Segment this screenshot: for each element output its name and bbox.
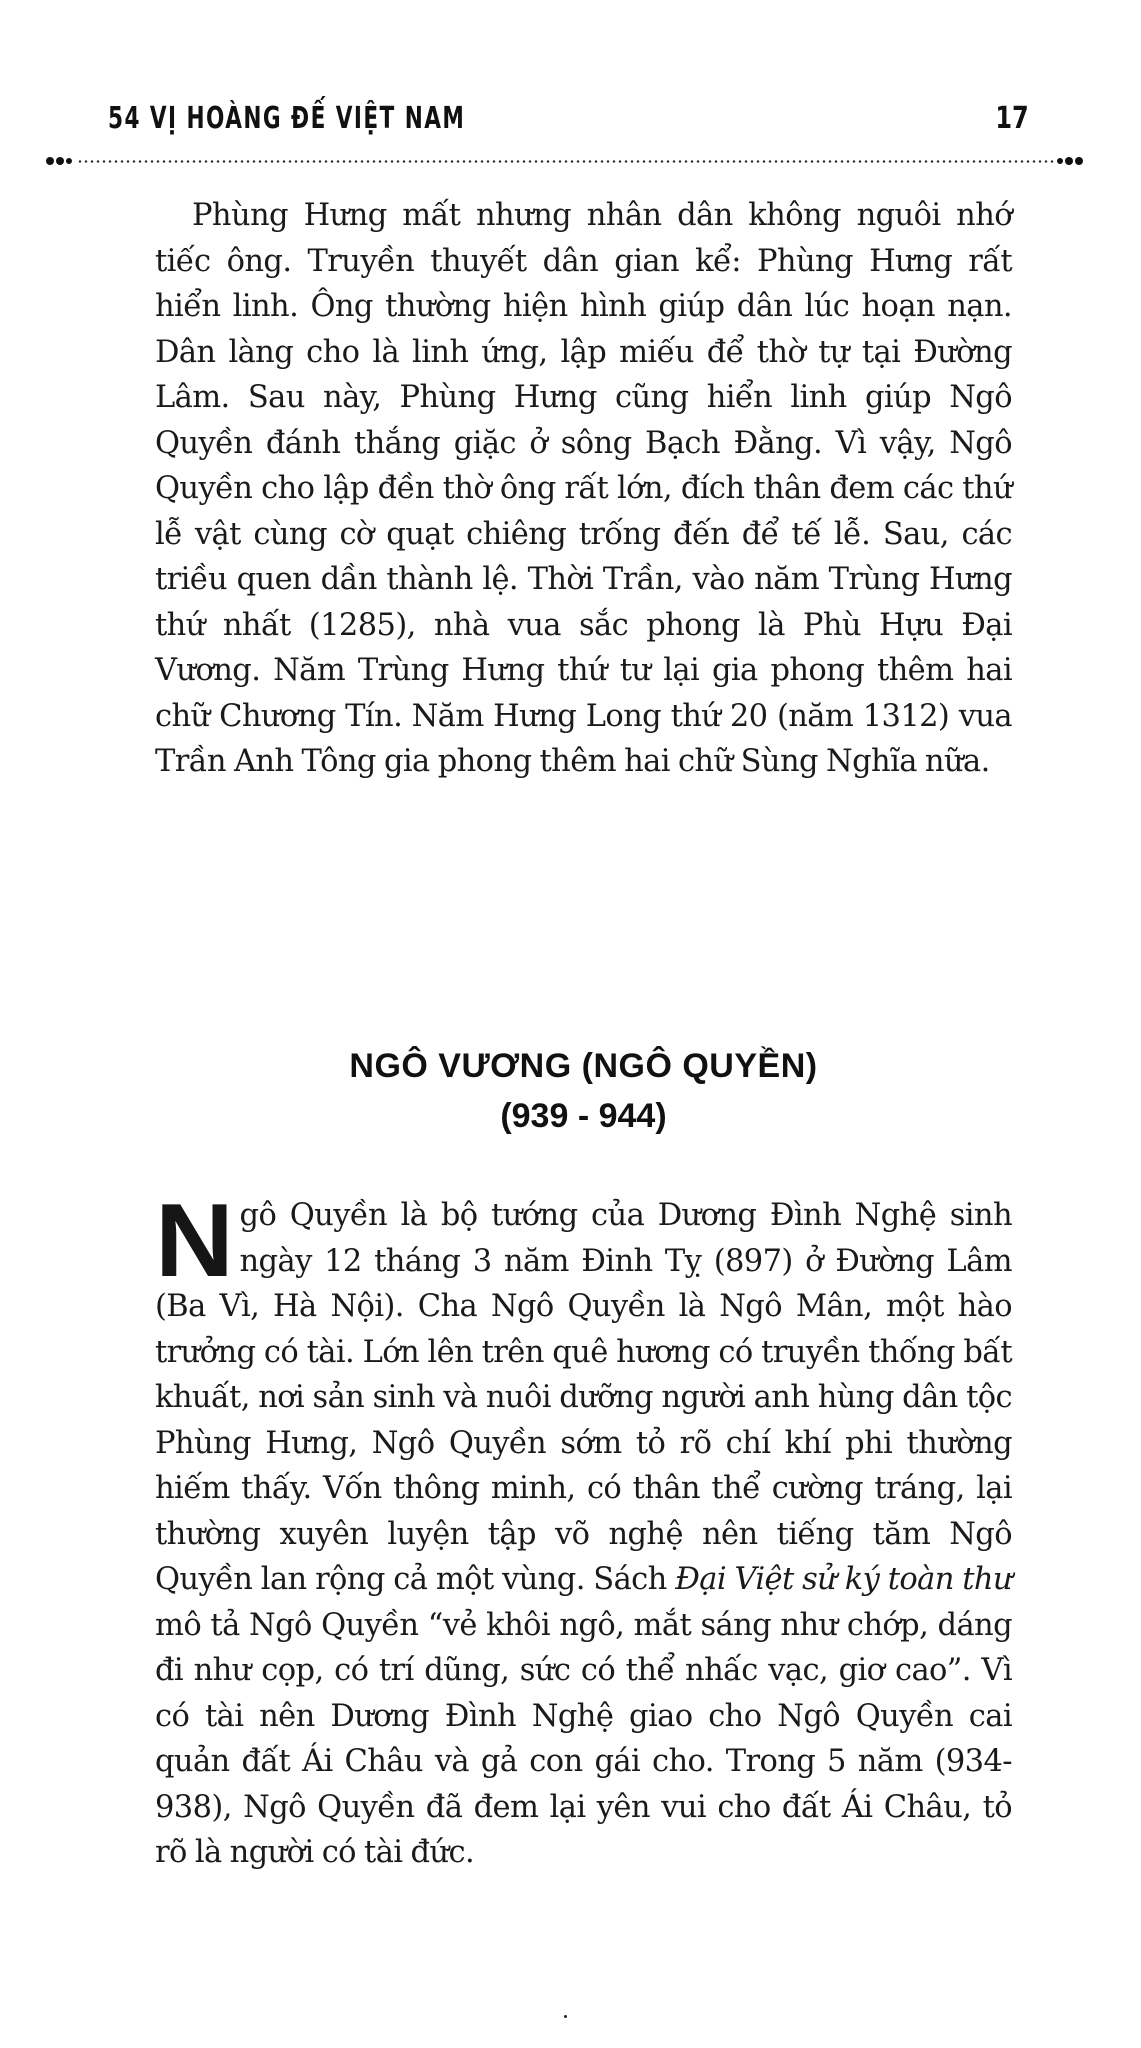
running-header xyxy=(108,96,1033,136)
book-title: 54 VỊ HOÀNG ĐẾ VIỆT NAM xyxy=(108,101,466,136)
divider-dot xyxy=(1075,157,1083,165)
divider-dot xyxy=(46,157,54,165)
paragraph-phung-hung-legacy xyxy=(155,193,1012,785)
header-dotted-divider xyxy=(46,156,1085,166)
section-title: NGÔ VƯƠNG (NGÔ QUYỀN) xyxy=(349,1047,818,1085)
divider-dot xyxy=(1057,158,1063,164)
section-heading xyxy=(155,1043,1012,1139)
section-years: (939 - 944) xyxy=(500,1097,667,1135)
paragraph-text: Phùng Hưng mất nhưng nhân dân không nguôi nhớ tiếc ông. Truyền thuyết dân gian kể: Phùng Hưng rất hiển linh. Ông thường hiện hình giúp dân lúc hoạn nạn. Dân làng cho là linh ứng, lập miếu để thờ tự tại Đường Lâm. Sau này, Phùng Hưng cũng hiển linh giúp Ngô Quyền đánh thắng giặc ở sông Bạch Đằng. Vì vậy, Ngô Quyền cho lập đền thờ ông rất lớn, đích thân đem các thứ lễ vật cùng cờ quạt chiêng trống đến để tế lễ. Sau, các triều quen dần thành lệ. Thời Trần, vào năm Trùng Hưng thứ nhất (1285), nhà vua sắc phong là Phù Hựu Đại Vương. Năm Trùng Hưng thứ tư lại gia phong thêm hai chữ Chương Tín. Năm Hưng Long thứ 20 (năm 1312) vua Trần Anh Tông gia phong thêm hai chữ Sùng Nghĩa nữa. xyxy=(155,198,1012,779)
drop-cap: N xyxy=(155,1183,234,1299)
page-number: 17 xyxy=(995,101,1029,136)
book-citation-italic: Đại Việt sử ký toàn thư xyxy=(675,1562,1013,1597)
divider-dot xyxy=(56,157,64,165)
paragraph-ngo-quyen-bio xyxy=(155,1183,1013,1876)
paragraph-text-part: mô tả Ngô Quyền “vẻ khôi ngô, mắt sáng như chớp, dáng đi như cọp, có trí dũng, sức có thể nhấc vạc, giơ cao”. Vì có tài nên Dương Đình Nghệ giao cho Ngô Quyền cai quản đất Ái Châu và gả con gái cho. Trong 5 năm (934-938), Ngô Quyền đã đem lại yên vui cho đất Ái Châu, tỏ rõ là người có tài đức. xyxy=(155,1607,1012,1870)
divider-dot xyxy=(1065,157,1073,165)
divider-dot xyxy=(66,158,72,164)
print-speck xyxy=(564,2015,567,2018)
divider-dotted-line xyxy=(77,160,1054,163)
paragraph-text xyxy=(155,1183,1013,1876)
paragraph-text-part: gô Quyền là bộ tướng của Dương Đình Nghệ sinh ngày 12 tháng 3 năm Đinh Tỵ (897) ở Đường Lâm (Ba Vì, Hà Nội). Cha Ngô Quyền là Ngô Mân, một hào trưởng có tài. Lớn lên trên quê hương có truyền thống bất khuất, nơi sản sinh và nuôi dưỡng người anh hùng dân tộc Phùng Hưng, Ngô Quyền sớm tỏ rõ chí khí phi thường hiếm thấy. Vốn thông minh, có thân thể cường tráng, lại thường xuyên luyện tập võ nghệ nên tiếng tăm Ngô Quyền lan rộng cả một vùng. Sách xyxy=(155,1198,1012,1597)
